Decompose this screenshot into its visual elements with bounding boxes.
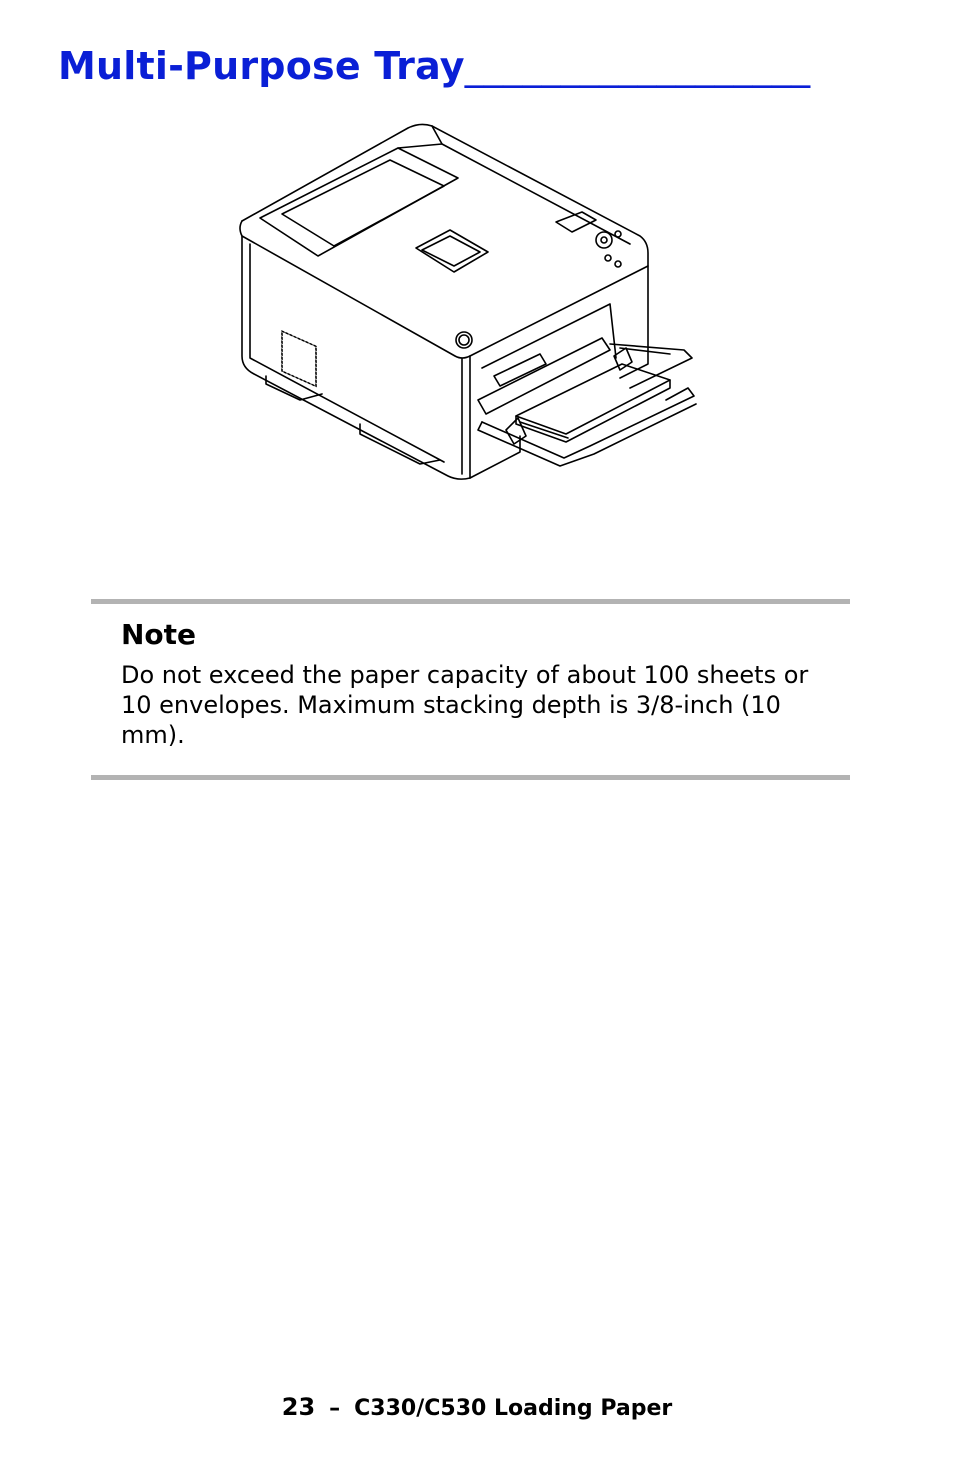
footer-separator: – [329,1396,341,1421]
page-footer [0,1393,954,1421]
page-title [58,44,810,88]
note-body: Do not exceed the paper capacity of about 100 sheets or 10 envelopes. Maximum stacking depth is 3/8-inch (10 mm). [121,661,809,749]
note-top-rule [91,599,850,604]
note-bottom-rule [91,775,850,780]
footer-doc-title: C330/C530 Loading Paper [354,1396,673,1421]
note-heading: Note [121,618,197,651]
page-number: 23 [281,1393,316,1421]
title-underline-rule: __________________ [464,44,811,88]
printer-with-multipurpose-tray-open-icon [230,118,705,488]
page-title-text: Multi-Purpose Tray [58,44,465,88]
